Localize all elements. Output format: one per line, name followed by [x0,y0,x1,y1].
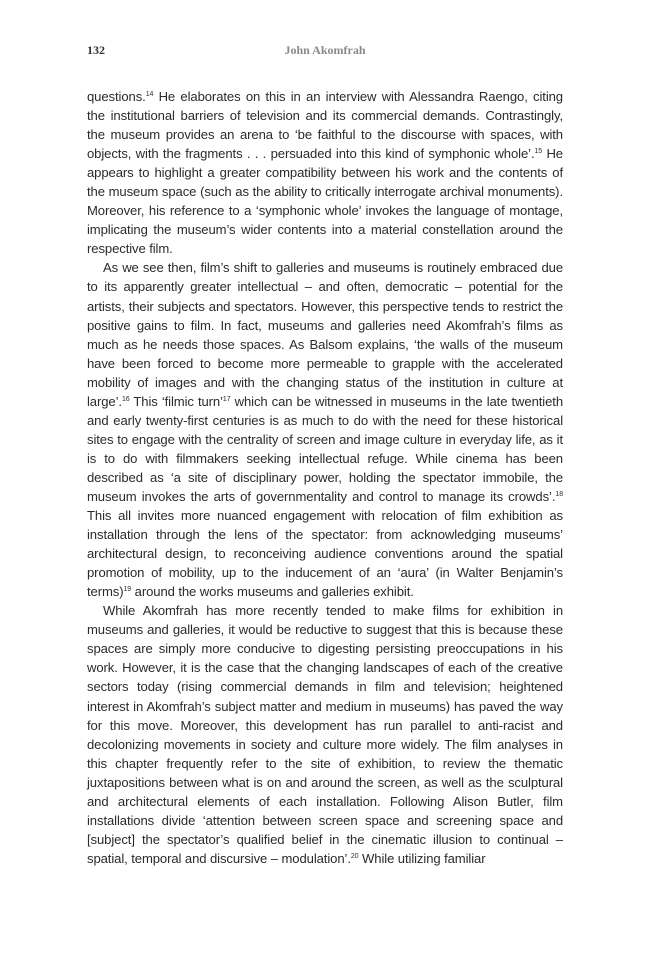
body-text [87,87,563,868]
footnote-ref: 20 [350,852,359,860]
footnote-ref: 18 [555,490,563,498]
text-run: As we see then, film’s shift to galleries and museums is routinely embraced due to its apparently greater intellectual – and often, democratic – potential for the artists, their subjects and spectators. However, this perspective tends to restrict the positive gains to film. In fact, museums and galleries need Akomfrah’s films as much as he needs those spaces. As Balsom explains, ‘the walls of the museum have been forced to become more permeable to grapple with the accelerated mobility of images and with the changing status of the institution in culture at large’. [87,260,563,409]
text-run: This ‘filmic turn’ [129,393,223,409]
text-run: This all invites more nuanced engagement with relocation of film exhibition as installation through the lens of the spectator: from acknowledging museums’ architectural design, to reconceiving audience conventions around the spatial promotion of mobility, up to the inducement of an ‘aura’ (in Walter Benjamin’s terms) [87,508,563,600]
text-run: While utilizing familiar [358,850,486,866]
paragraph [87,87,563,258]
page-header [87,43,563,63]
paragraph [87,258,563,601]
footnote-ref: 15 [534,148,543,156]
footnote-ref: 19 [123,586,132,594]
text-run: questions. [87,89,146,104]
footnote-ref: 17 [222,395,231,403]
text-run: He elaborates on this in an interview with Alessandra Raengo, citing the institutional barriers of television and its commercial demands. Contrastingly, the museum provides an arena to ‘be faithful to the discourse with spaces, with objects, with the fragments . . . persuaded into this kind of symphonic whole’. [87,89,563,162]
page-number: 132 [87,43,105,57]
paragraph [87,601,563,868]
text-run: which can be witnessed in museums in the late twentieth and early twenty-first centuries is as much to do with the need for these historical sites to engage with the centrality of screen and image culture in everyday life, as it is to do with filmmakers seeking intellectual refuge. While cinema has been described as ‘a site of disciplinary power, holding the spectator immobile, the museum invokes the arts of governmentality and control to manage its crowds’. [87,393,563,504]
text-run: around the works museums and galleries exhibit. [131,584,414,600]
text-run: He appears to highlight a greater compatibility between his work and the contents of the museum space (such as the ability to critically interrogate archival monuments). Moreover, his reference to a ‘symphonic whole’ invokes the language of montage, implicating the museum’s wider contents into a material constellation around the respective film. [87,146,563,257]
running-head: John Akomfrah [284,43,366,57]
text-run: While Akomfrah has more recently tended to make films for exhibition in museums and galleries, it would be reductive to suggest that this is because these spaces are simply more conducive to digesting persisting preoccupations in his work. However, it is the case that the changing landscapes of each of the creative sectors today (rising commercial demands in film and television; heightened interest in Akomfrah’s subject matter and medium in museums) has paved the way for this move. Moreover, this development has run parallel to anti-racist and decolonizing movements in society and culture more widely. The film analyses in this chapter frequently refer to the site of exhibition, to review the thematic juxtapositions between what is on and around the screen, as well as the sculptural and architectural elements of each installation. Following Alison Butler, film installations divide ‘attention between screen space and screening space and [subject] the spectator’s qualified belief in the cinematic illusion to continual – spatial, temporal and discursive – modulation’. [87,603,563,866]
footnote-ref: 16 [121,395,130,403]
footnote-ref: 14 [145,91,154,98]
